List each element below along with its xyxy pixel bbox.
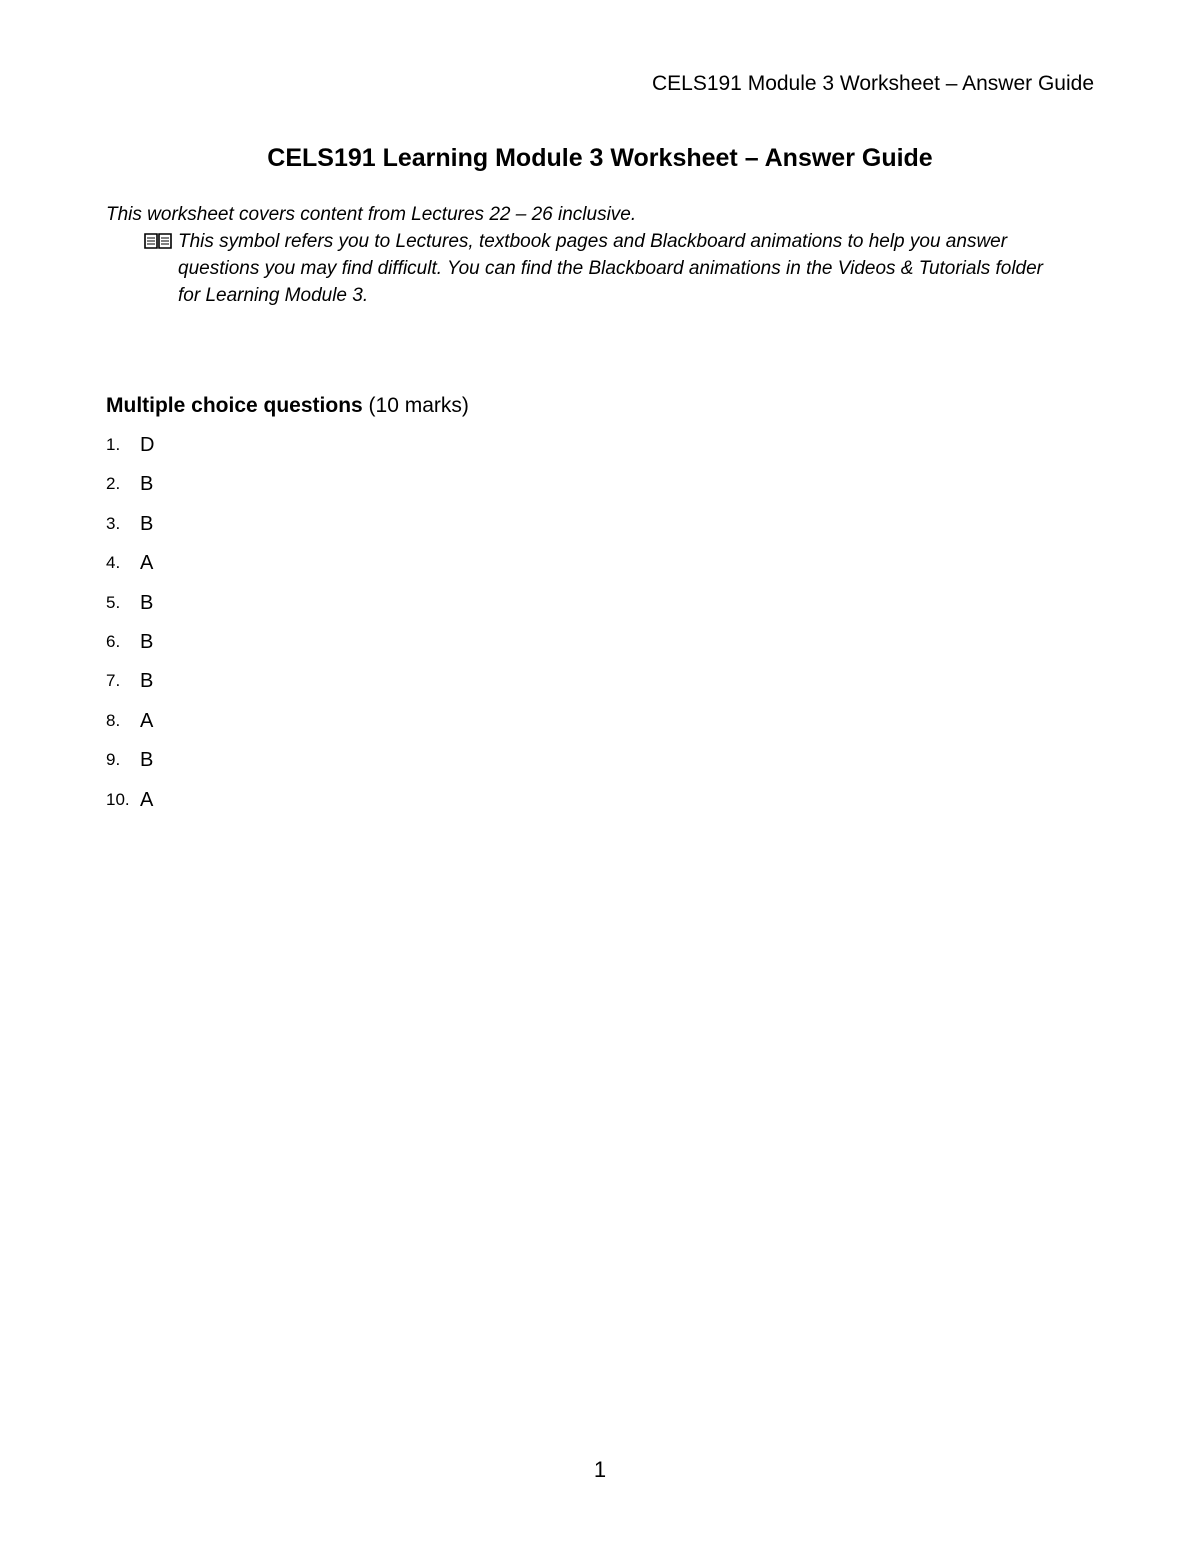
answer-number: 8. xyxy=(106,710,121,730)
answer-letter: B xyxy=(140,630,154,653)
section-heading-marks: (10 marks) xyxy=(362,394,469,417)
reference-note xyxy=(106,228,1066,309)
answer-item xyxy=(106,707,154,746)
answer-number: 3. xyxy=(106,513,121,533)
answer-letter: B xyxy=(140,591,154,614)
intro-block xyxy=(106,201,1066,309)
answer-number: 4. xyxy=(106,553,121,573)
answer-item xyxy=(106,589,154,628)
answer-item xyxy=(106,667,154,706)
answer-number: 2. xyxy=(106,474,121,494)
answer-number: 7. xyxy=(106,671,121,691)
answer-letter: A xyxy=(140,709,154,732)
coverage-text: This worksheet covers content from Lectures 22 – 26 inclusive. xyxy=(106,204,637,225)
answer-number: 6. xyxy=(106,631,121,651)
answer-letter: B xyxy=(140,670,154,693)
running-header: CELS191 Module 3 Worksheet – Answer Guide xyxy=(651,72,1094,95)
answer-number: 9. xyxy=(106,750,121,770)
answer-number: 10. xyxy=(106,789,130,809)
answer-item xyxy=(106,510,154,549)
answer-item xyxy=(106,786,154,825)
page-number: 1 xyxy=(593,1457,607,1482)
reference-note-text: This symbol refers you to Lectures, textbook pages and Blackboard animations to help you answer questions you may find difficult. You can find the Blackboard animations in the Videos & Tutorials folder for Learning Module 3. xyxy=(178,231,1044,306)
answer-letter: A xyxy=(140,552,154,575)
answer-item xyxy=(106,549,154,588)
answer-item xyxy=(106,431,154,470)
answer-list xyxy=(106,431,154,825)
page-title: CELS191 Learning Module 3 Worksheet – Answer Guide xyxy=(267,144,933,172)
answer-letter: B xyxy=(140,749,154,772)
answer-letter: B xyxy=(140,473,154,496)
open-book-icon xyxy=(144,232,172,250)
section-heading-bold: Multiple choice questions xyxy=(106,394,363,417)
answer-item xyxy=(106,628,154,667)
answer-item xyxy=(106,746,154,785)
answer-letter: B xyxy=(140,512,154,535)
section-heading xyxy=(106,393,469,419)
answer-letter: A xyxy=(140,788,154,811)
answer-number: 1. xyxy=(106,435,121,454)
answer-letter: D xyxy=(140,434,155,456)
answer-item xyxy=(106,470,154,509)
answer-number: 5. xyxy=(106,592,121,612)
